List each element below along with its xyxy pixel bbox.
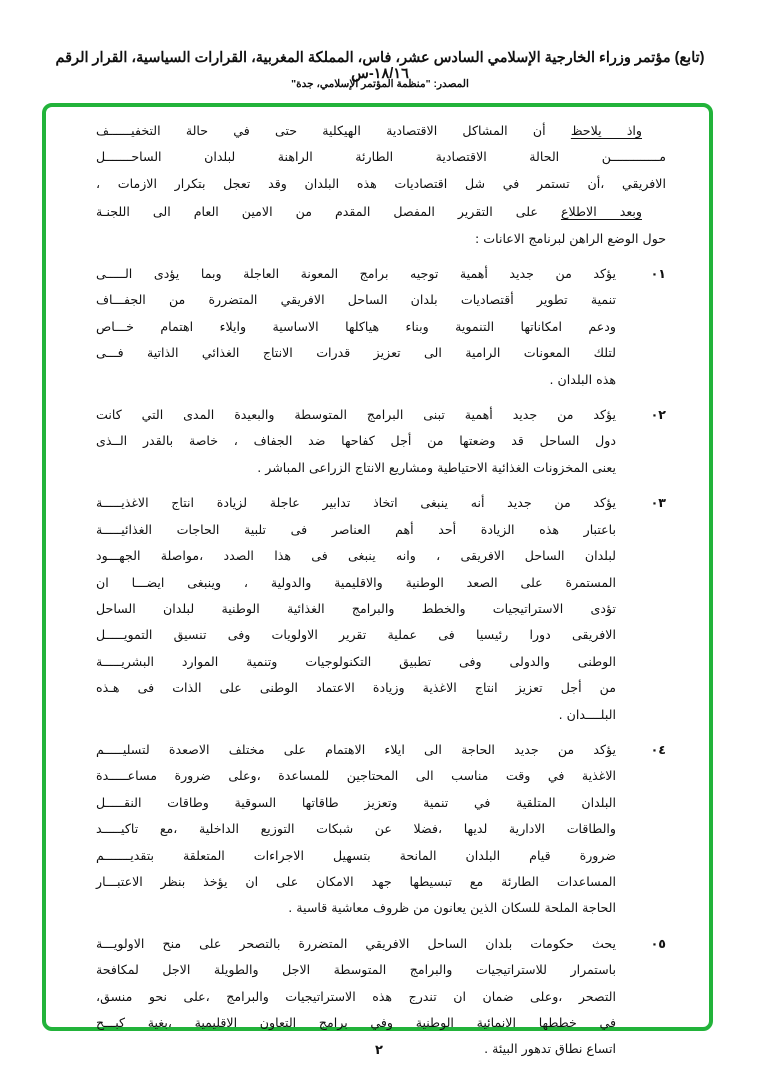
- text-line: يؤكد من جديد أنه ينبغى اتخاذ تدابير عاجلة لزيادة انتاج الاغذيـــــة: [96, 495, 616, 511]
- clause-text: [96, 490, 616, 728]
- text-line: يؤكد من جديد أهمية توجيه برامج المعونة العاجلة وبما يؤدى الـــــى: [96, 266, 616, 282]
- clause-number: ٠٤: [650, 741, 666, 757]
- text-line: المساعدات الطارئة مع تبسيطها جهد الامكان على ان يؤخذ بنظر الاعتبـــار: [96, 873, 616, 889]
- text-line: يحث حكومات بلدان الساحل الافريقي المتضررة بالتصحر على منح الاولويـــة: [96, 935, 616, 951]
- text-line: الحاجة الملحة للسكان الذين يعانون من ظروف معاشية قاسية .: [288, 900, 616, 916]
- preamble-paragraph: [96, 118, 666, 197]
- operative-clauses: [96, 261, 666, 1063]
- text-span: أن المشاكل الاقتصادية الهيكلية حتى في حالة التخفيــــــف: [96, 123, 546, 138]
- operative-clause: [96, 737, 666, 922]
- text-line: الوطنى والدولى وفى تطبيق التكنولوجيات وتنمية الموارد البشريـــــة: [96, 653, 616, 669]
- page-number: ٢: [375, 1043, 383, 1058]
- clause-text: [96, 261, 616, 393]
- text-line: حول الوضع الراهن لبرنامج الاعانات :: [475, 230, 666, 246]
- text-line: هذه البلدان .: [549, 371, 616, 387]
- text-line: اتساع نطاق تدهور البيئة .: [484, 1041, 616, 1057]
- text-line: التصحر ،وعلى ضمان ان تندرج هذه الاستراتيجيات والبرامج ،على نحو منسق،: [96, 988, 616, 1004]
- text-line: المستمرة على الصعد الوطنية والاقليمية والدولية ، وينبغى ايضـــا ان: [96, 574, 616, 590]
- operative-clause: [96, 261, 666, 393]
- text-line: تؤدى الاستراتيجيات والخطط والبرامج الغذائية الوطنية لبلدان الساحل: [96, 600, 616, 616]
- document-source: المصدر: "منظمة المؤتمر الإسلامي، جدة": [291, 78, 469, 90]
- text-line: البلــــدان .: [558, 706, 616, 722]
- text-line: مـــــــــــــن الحالة الاقتصادية الطارئة الراهنة لبلدان الساحـــــــل: [96, 149, 666, 165]
- text-line: في خططها الانمائية الوطنية وفي برامج التعاون الاقليمية ،بغية كبـــح: [96, 1015, 616, 1030]
- text-line: يؤكد من جديد الحاجة الى ايلاء الاهتمام على مختلف الاصعدة لتسليـــــم: [96, 741, 616, 757]
- clause-text: [96, 402, 616, 481]
- resolution-body: [96, 118, 666, 1063]
- operative-clause: [96, 402, 666, 481]
- text-line: [96, 199, 666, 225]
- text-line: والطاقات الادارية لديها ،فضلا عن شبكات التوزيع الداخلية ،مع تاكيـــــد: [96, 821, 616, 837]
- preamble-keyword: واذ يلاحظ: [570, 123, 643, 138]
- clause-text: [96, 737, 616, 922]
- text-line: يؤكد من جديد أهمية تبنى البرامج المتوسطة والبعيدة المدى التي كانت: [96, 407, 616, 423]
- preamble-keyword: وبعد الاطلاع: [560, 204, 642, 220]
- text-line: الافريقي ،أن تستمر في شل اقتصاديات هذه البلدان وقد تعجل بتكرار الازمات ،: [96, 175, 666, 191]
- text-line: الافريقى دورا رئيسيا فى عملية تقرير الاولويات وفى تنسيق التمويـــــل: [96, 627, 616, 643]
- clause-number: ٠٣: [650, 495, 666, 511]
- text-line: لبلدان الساحل الافريقى ، وانه ينبغى فى هذا الصدد ،مواصلة الجهـــود: [96, 548, 616, 564]
- text-line: من أجل تعزيز انتاج الاغذية وزيادة الاعتماد الوطنى على الذات فى هـذه: [96, 680, 616, 696]
- text-line: لتلك المعونات الرامية الى تعزيز قدرات الانتاج الغذائي الذاتية فـــى: [96, 345, 616, 361]
- operative-clause: [96, 490, 666, 728]
- text-line: البلدان المتلقية في تنمية وتعزيز طاقاتها السوقية وطاقات النقـــــل: [96, 794, 616, 810]
- text-line: دول الساحل قد وضعتها من أجل كفاحها ضد الجفاف ، خاصة بالقدر الــذى: [96, 433, 616, 449]
- text-line: يعنى المخزونات الغذائية الاحتياطية ومشاريع الانتاج الزراعى المباشر .: [257, 459, 616, 475]
- text-line: ضرورة قيام البلدان المانحة بتسهيل الاجراءات المتعلقة بتقديـــــــم: [96, 847, 616, 863]
- text-span: على التقرير المفصل المقدم من الامين العام الى اللجنـة: [96, 204, 538, 220]
- clause-number: ٠٢: [650, 407, 666, 423]
- text-line: باعتبار هذه الزيادة أحد أهم العناصر فى تلبية الحاجات الغذائيـــــة: [96, 521, 616, 537]
- text-line: تنمية تطوير أقتصاديات بلدان الساحل الافريقي المتضررة من الجفـــاف: [96, 292, 616, 308]
- text-line: [96, 118, 666, 144]
- clause-number: ٠٥: [650, 935, 666, 951]
- text-line: ودعم امكاناتها التنموية وبناء هياكلها الاساسية وايلاء اهتمام خـــاص: [96, 318, 616, 334]
- clause-number: ٠١: [650, 266, 666, 282]
- preamble-paragraph: [96, 199, 666, 252]
- document-header-title: (تابع) مؤتمر وزراء الخارجية الإسلامي السادس عشر، فاس، المملكة المغربية، القرارات السياسية، القرار الرقم ١٨/١٦-س: [55, 50, 705, 82]
- text-line: باستمرار للاستراتيجيات والبرامج المتوسطة الاجل والطويلة الاجل لمكافحة: [96, 962, 616, 978]
- text-line: الاغذية في وقت مناسب الى المحتاجين للمساعدة ،وعلى ضرورة مساعـــــدة: [96, 768, 616, 784]
